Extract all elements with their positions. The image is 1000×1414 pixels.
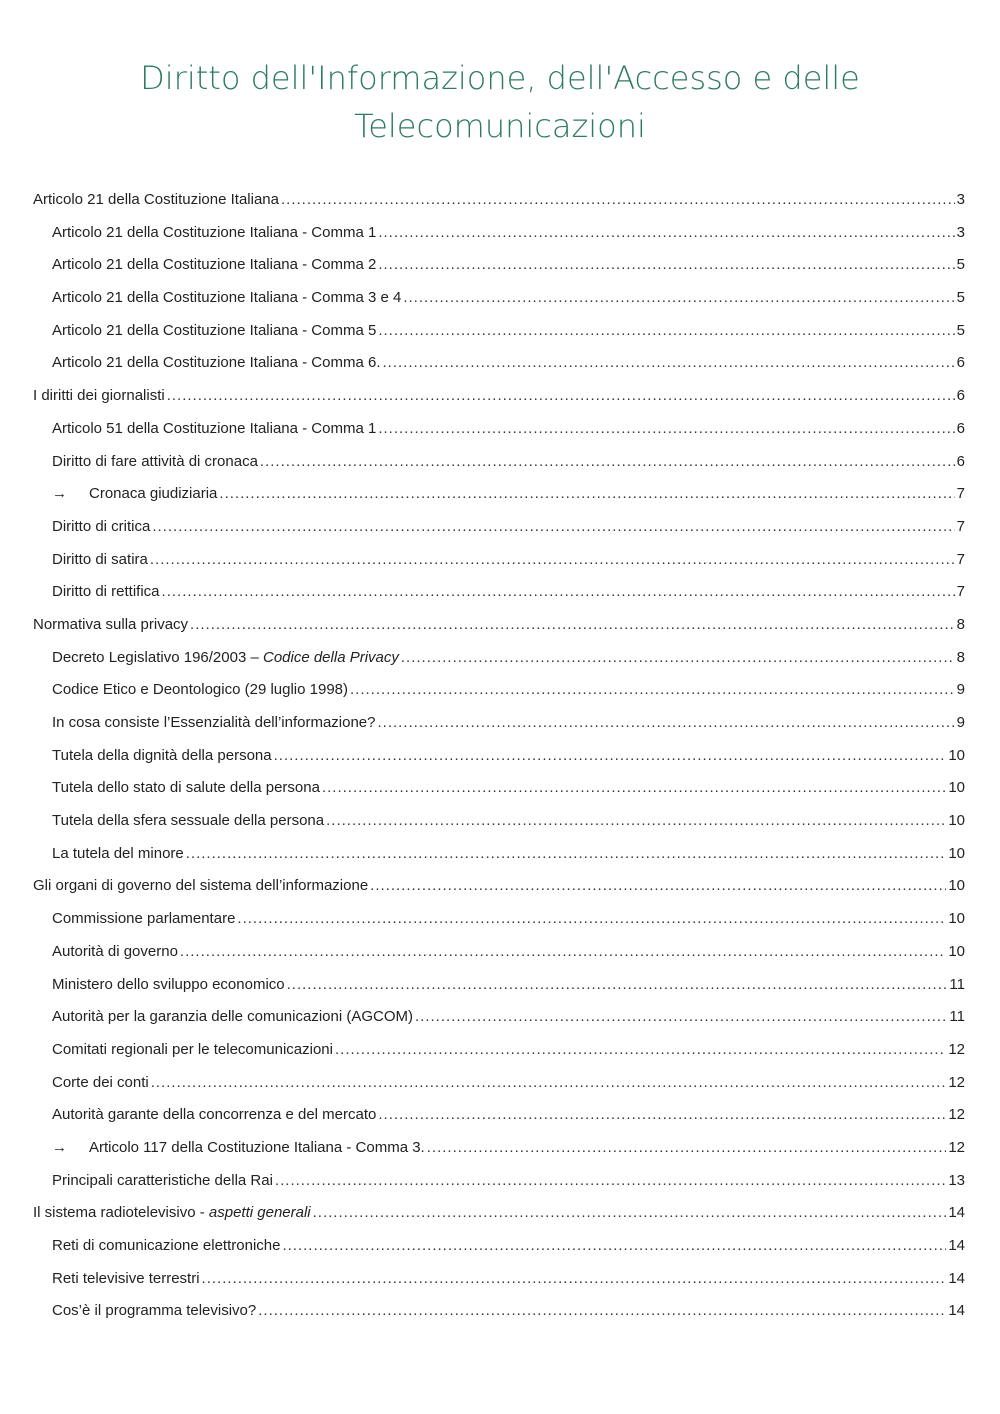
toc-entry-label-text: Gli organi di governo del sistema dell’informazione [33,877,369,895]
toc-entry-label-text: Decreto Legislativo 196/2003 – [52,648,263,666]
toc-entry-label [33,609,188,642]
toc-entry-label-text: Reti televisive terrestri [52,1269,200,1287]
toc-page-number: 5 [956,321,965,339]
toc-entry-label [52,674,348,707]
toc-page-number: 3 [956,191,965,208]
toc-entry-label [33,1197,311,1230]
toc-entry-label-text: Codice Etico e Deontologico (29 luglio 1998) [52,681,349,699]
toc-dot-leader [378,315,954,348]
toc-page-number: 5 [956,256,965,274]
document-title-line-1: Diritto dell'Informazione, dell'Accesso e delle [140,59,860,97]
toc-dot-leader [378,217,954,250]
toc-entry-label-text: Diritto di critica [52,517,151,535]
toc-entry-section[interactable] [33,1197,965,1230]
toc-entry-label [52,249,376,282]
toc-entry-label [52,1001,413,1034]
toc-entry-label-text: Articolo 21 della Costituzione Italiana - Comma 2 [52,256,377,274]
toc-dot-leader [403,282,954,315]
toc-entry-label [52,1165,273,1198]
toc-page-number: 6 [956,419,965,437]
toc-dot-leader [275,1165,946,1198]
toc-page-number: 7 [956,583,965,601]
toc-entry-section[interactable] [33,184,965,217]
toc-entry-subsection[interactable] [33,511,965,544]
toc-entry-section[interactable] [33,870,965,903]
toc-entry-label-text: Il sistema radiotelevisivo - [33,1204,209,1222]
toc-entry-label [89,1132,425,1165]
toc-dot-leader [427,1132,947,1165]
toc-page-number: 6 [956,387,965,405]
toc-dot-leader [350,674,955,707]
toc-dot-leader [378,413,954,446]
toc-entry-label-text: I diritti dei giornalisti [33,387,165,405]
toc-entry-subsection[interactable] [33,707,965,740]
toc-entry-label [52,315,376,348]
toc-page-number: 10 [948,844,965,862]
toc-dot-leader [219,478,954,511]
toc-entry-label-text: Articolo 21 della Costituzione Italiana - Comma 5 [52,321,377,339]
toc-entry-subsection[interactable] [33,903,965,936]
toc-page-number: 3 [956,223,965,241]
toc-page-number: 14 [948,1269,965,1287]
toc-dot-leader [162,576,955,609]
toc-dot-leader [202,1263,947,1296]
toc-entry-section[interactable] [33,609,965,642]
toc-dot-leader [274,740,947,773]
toc-page-number: 9 [956,714,965,731]
toc-entry-label-text: La tutela del minore [52,844,184,862]
toc-page-number: 14 [948,1302,965,1320]
toc-entry-subsection[interactable] [33,1230,965,1263]
toc-entry-subsection[interactable] [33,347,965,380]
toc-dot-leader [378,249,954,282]
toc-entry-label [52,805,324,838]
toc-entry-subsection[interactable] [33,1099,965,1132]
toc-entry-label-text: Articolo 21 della Costituzione Italiana - Comma 3 e 4 [52,289,402,307]
toc-entry-subsection[interactable] [33,642,965,675]
toc-page-number: 8 [956,615,965,633]
toc-dot-leader [378,707,955,740]
toc-entry-subsection[interactable] [33,674,965,707]
toc-entry-subsection[interactable] [33,772,965,805]
toc-entry-label [52,1099,376,1132]
toc-entry-subsection[interactable] [33,217,965,250]
toc-entry-label-text: Comitati regionali per le telecomunicazioni [52,1040,333,1058]
table-of-contents [33,184,965,1328]
toc-dot-leader [150,544,955,577]
toc-dot-leader [383,347,955,380]
toc-entry-label-text: Autorità per la garanzia delle comunicazioni (AGCOM) [52,1008,413,1026]
document-title [0,54,1000,150]
toc-entry-label-text: Diritto di satira [52,550,148,568]
toc-entry-subsection[interactable] [33,544,965,577]
toc-entry-label [52,903,235,936]
toc-page-number: 7 [956,485,965,503]
toc-entry-label [52,1295,256,1328]
toc-dot-leader [167,380,955,413]
toc-page-number: 11 [949,975,965,993]
toc-entry-label [52,217,376,250]
toc-entry-label-italic: Codice della Privacy [262,648,399,666]
toc-page-number: 5 [956,289,965,307]
toc-entry-label-text: Autorità garante della concorrenza e del mercato [52,1106,377,1124]
toc-entry-label-text: Articolo 117 della Costituzione Italiana - Comma 3. [89,1138,425,1156]
toc-entry-subsection[interactable] [33,1295,965,1328]
toc-dot-leader [415,1001,947,1034]
toc-entry-label-text: Corte dei conti [52,1073,149,1091]
toc-entry-label [52,544,148,577]
toc-entry-label-text: Commissione parlamentare [52,910,236,928]
toc-entry-subsection[interactable] [33,446,965,479]
toc-dot-leader [190,609,955,642]
toc-entry-label [52,576,160,609]
toc-page-number: 14 [948,1237,965,1254]
toc-dot-leader [313,1197,947,1230]
toc-dot-leader [258,1295,946,1328]
toc-entry-subsection[interactable] [33,1132,965,1165]
toc-entry-label [52,1263,200,1296]
toc-entry-label [33,380,165,413]
toc-page-number: 10 [948,942,965,960]
toc-page-number: 8 [956,648,965,666]
toc-entry-label [52,936,178,969]
toc-page-number: 7 [956,550,965,568]
toc-entry-label [52,772,320,805]
toc-page-number: 10 [948,779,965,797]
toc-dot-leader [281,184,955,217]
toc-entry-label [52,1067,149,1100]
toc-entry-subsection[interactable] [33,478,965,511]
toc-entry-label [33,184,279,217]
toc-entry-subsection[interactable] [33,282,965,315]
toc-entry-label-text: Articolo 21 della Costituzione Italiana - Comma 6. [52,354,381,372]
toc-dot-leader [237,903,946,936]
toc-page-number: 11 [949,1008,965,1026]
toc-entry-label [52,282,401,315]
toc-entry-subsection[interactable] [33,1001,965,1034]
toc-entry-label-text: Tutela dello stato di salute della persona [52,779,320,797]
toc-entry-label [52,838,184,871]
toc-entry-label [52,642,399,675]
toc-page-number: 10 [948,877,965,895]
toc-entry-label [52,1230,280,1263]
toc-entry-label [52,347,381,380]
toc-entry-subsection[interactable] [33,740,965,773]
toc-entry-label [52,446,258,479]
toc-dot-leader [335,1034,946,1067]
toc-entry-label-text: Cronaca giudiziaria [89,485,218,503]
toc-page-number: 10 [948,746,965,764]
toc-page-number: 10 [948,910,965,928]
toc-entry-label [52,707,376,740]
toc-entry-label-text: Diritto di rettifica [52,583,160,601]
toc-dot-leader [322,772,946,805]
toc-entry-subsection[interactable] [33,969,965,1002]
toc-entry-subsection[interactable] [33,1034,965,1067]
arrow-right-icon: → [52,1138,67,1156]
toc-entry-label-text: Articolo 51 della Costituzione Italiana - Comma 1 [52,419,377,437]
toc-entry-subsection[interactable] [33,838,965,871]
toc-entry-label [89,478,217,511]
toc-page-number: 6 [956,452,965,470]
toc-entry-label-text: Cos’è il programma televisivo? [52,1302,257,1320]
toc-page-number: 10 [948,812,965,830]
toc-page-number: 12 [948,1040,965,1058]
toc-dot-leader [152,511,954,544]
toc-dot-leader [151,1067,947,1100]
toc-entry-subsection[interactable] [33,249,965,282]
toc-entry-subsection[interactable] [33,1263,965,1296]
toc-entry-section[interactable] [33,380,965,413]
toc-page-number: 9 [956,681,965,699]
toc-dot-leader [186,838,947,871]
toc-entry-label-text: Articolo 21 della Costituzione Italiana - Comma 1 [52,223,377,241]
toc-entry-label-text: In cosa consiste l’Essenzialità dell’informazione? [52,714,376,731]
toc-entry-label-text: Tutela della dignità della persona [52,746,272,764]
toc-dot-leader [180,936,946,969]
toc-dot-leader [401,642,955,675]
toc-page-number: 7 [956,517,965,535]
toc-entry-label-text: Normativa sulla privacy [33,615,189,633]
toc-entry-label [33,870,368,903]
toc-entry-label-text: Articolo 21 della Costituzione Italiana [33,191,279,208]
toc-entry-label [52,511,150,544]
toc-page-number: 6 [956,354,965,372]
toc-entry-label-text: Autorità di governo [52,942,178,960]
toc-entry-subsection[interactable] [33,805,965,838]
toc-dot-leader [378,1099,946,1132]
toc-page-number: 13 [948,1171,965,1189]
document-title-line-2: Telecomunicazioni [354,107,646,145]
toc-entry-label [52,413,376,446]
toc-entry-subsection[interactable] [33,936,965,969]
toc-entry-label-text: Diritto di fare attività di cronaca [52,452,258,470]
toc-page-number: 14 [948,1204,965,1222]
toc-page-number: 12 [948,1138,965,1156]
toc-entry-subsection[interactable] [33,413,965,446]
toc-entry-label [52,969,285,1002]
arrow-right-icon: → [52,485,67,503]
toc-entry-label-italic: aspetti generali [208,1204,311,1222]
toc-dot-leader [260,446,955,479]
toc-entry-label-text: Ministero dello sviluppo economico [52,975,285,993]
toc-page-number: 12 [948,1106,965,1124]
toc-entry-subsection[interactable] [33,1067,965,1100]
toc-entry-label-text: Principali caratteristiche della Rai [52,1171,273,1189]
toc-dot-leader [282,1230,946,1263]
toc-page-number: 12 [948,1073,965,1091]
toc-entry-subsection[interactable] [33,576,965,609]
toc-entry-subsection[interactable] [33,1165,965,1198]
toc-entry-label [52,1034,333,1067]
toc-entry-label [52,740,272,773]
toc-entry-subsection[interactable] [33,315,965,348]
toc-entry-label-text: Reti di comunicazione elettroniche [52,1237,281,1254]
toc-dot-leader [287,969,948,1002]
toc-entry-label-text: Tutela della sfera sessuale della persona [52,812,325,830]
toc-dot-leader [370,870,946,903]
toc-dot-leader [326,805,946,838]
